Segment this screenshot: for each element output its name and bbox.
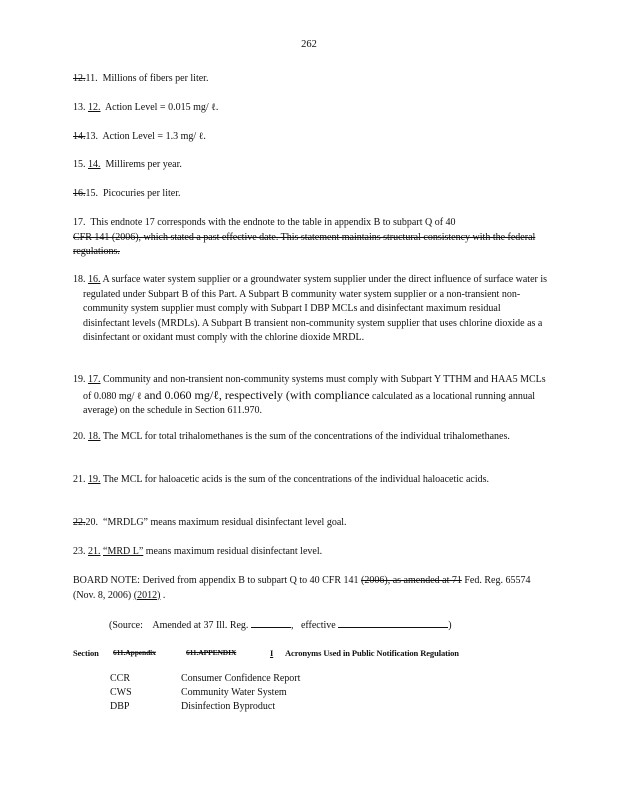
acronym-list [110, 672, 430, 714]
note-18: 20. 18. The MCL for total trihalomethanes is the sum of the concentrations of the individual trihalomethanes. [73, 431, 510, 442]
note-16: 18. 16. A surface water system supplier or a groundwater system supplier under the direct influence of surface water is regulated under Subpart B of this Part. A Subpart B community water system supplier or a non-transient non-community system supplier must comply with Subpart I DBP MCLs and disinfectant maximum residual disinfectant levels (MRDLs). A Subpart B transient non-community system supplier that uses chlorine dioxide as a disinfectant or oxidant must comply with the chlorine dioxide MRDL. [73, 274, 548, 343]
acronym-row: CCR Consumer Confidence Report [110, 673, 301, 684]
note-13: 14.13. Action Level = 1.3 mg/ ℓ. [73, 131, 206, 142]
note-20: 22.20. “MRDLG” means maximum residual disinfectant level goal. [73, 517, 347, 528]
note-14: 15. 14. Millirems per year. [73, 159, 182, 170]
note-17-community: 19. 17. Community and non-transient non-community systems must comply with Subpart Y TTHM and HAA5 MCLs of 0.080 mg/ ℓ and 0.060 mg/ℓ, respectively (with compliance calculated as a locational running annual average) on the schedule in Section 611.970. [73, 374, 546, 416]
note-15: 16.15. Picocuries per liter. [73, 188, 181, 199]
section-header: Section 611.Appendix 611.APPENDIX I Acronyms Used in Public Notification Regulation [73, 648, 459, 658]
source-line: (Source: Amended at 37 Ill. Reg. , effective ) [109, 617, 509, 634]
board-note: BOARD NOTE: Derived from appendix B to subpart Q to 40 CFR 141 (2006), as amended at 71 Fed. Reg. 65574 (Nov. 8, 2006) (2012) . [73, 575, 531, 601]
note-19: 21. 19. The MCL for haloacetic acids is the sum of the concentrations of the individual haloacetic acids. [73, 474, 489, 485]
register-blank [251, 617, 291, 628]
acronym-row: DBP Disinfection Byproduct [110, 701, 276, 712]
note-17: 17. This endnote 17 corresponds with the endnote to the table in appendix B to subpart Q of 40 CFR 141 (2006), which stated a past effective date. This statement maintains structural consistency with the federal regulations. [73, 217, 536, 257]
effective-blank [338, 617, 448, 628]
page-number: 262 [301, 39, 317, 50]
note-11: 12.11. Millions of fibers per liter. [73, 73, 209, 84]
acronym-row: CWS Community Water System [110, 687, 287, 698]
note-12: 13. 12. Action Level = 0.015 mg/ ℓ. [73, 102, 219, 113]
note-21: 23. 21. “MRD L” means maximum residual disinfectant level. [73, 546, 323, 557]
